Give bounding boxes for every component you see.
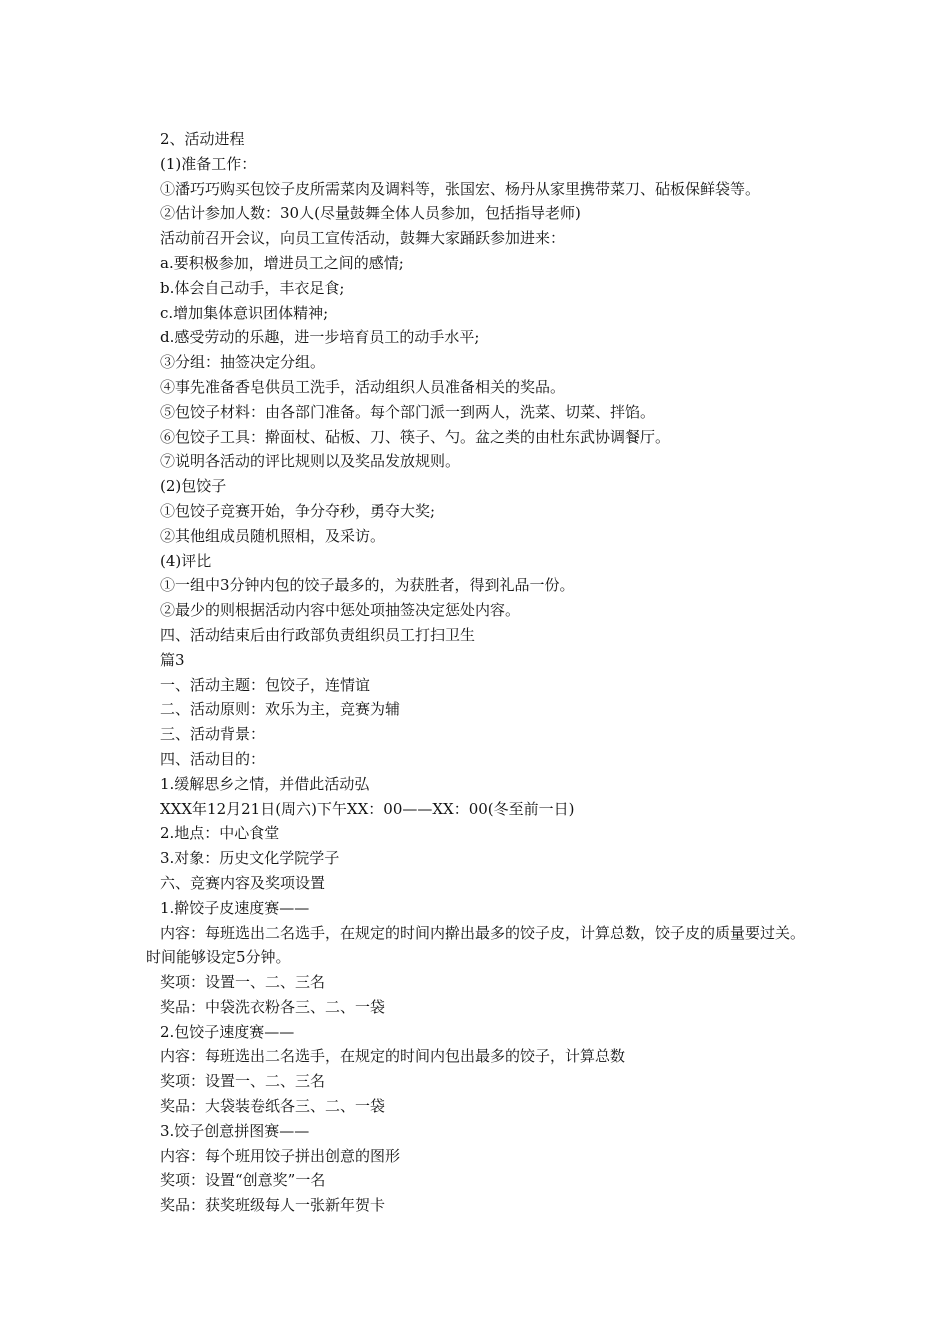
text-line: 3.对象：历史文化学院学子 bbox=[160, 849, 340, 868]
text-line: b.体会自己动手，丰衣足食; bbox=[160, 278, 345, 297]
text-line: (1)准备工作： bbox=[160, 154, 257, 173]
text-line: ①一组中3分钟内包的饺子最多的，为获胜者，得到礼品一份。 bbox=[160, 576, 575, 595]
text-line: (4)评比 bbox=[160, 551, 212, 570]
text-line: 奖项：设置“创意奖”一名 bbox=[160, 1171, 326, 1190]
text-line: 四、活动目的： bbox=[160, 749, 266, 768]
text-line: 奖品：中袋洗衣粉各三、二、一袋 bbox=[160, 997, 386, 1016]
text-line: 四、活动结束后由行政部负责组织员工打扫卫生 bbox=[160, 625, 476, 644]
text-line: ①潘巧巧购买包饺子皮所需菜肉及调料等，张国宏、杨丹从家里携带菜刀、砧板保鲜袋等。 bbox=[160, 179, 761, 198]
text-line: a.要积极参加，增进员工之间的感情; bbox=[160, 253, 404, 272]
text-line: 2、活动进程 bbox=[160, 130, 245, 148]
text-line: 奖品：获奖班级每人一张新年贺卡 bbox=[160, 1196, 386, 1215]
text-line: 2.地点：中心食堂 bbox=[160, 824, 280, 843]
text-line: ②估计参加人数：30人(尽量鼓舞全体人员参加，包括指导老师) bbox=[160, 204, 581, 223]
text-line: 1.缓解思乡之情，并借此活动弘 bbox=[160, 774, 370, 793]
text-line: c.增加集体意识团体精神; bbox=[160, 303, 329, 322]
text-line: d.感受劳动的乐趣，进一步培育员工的动手水平; bbox=[160, 328, 480, 347]
text-line: (2)包饺子 bbox=[160, 477, 227, 496]
text-line: 1.擀饺子皮速度赛—— bbox=[160, 898, 310, 917]
text-line: ⑤包饺子材料：由各部门准备。每个部门派一到两人，洗菜、切菜、拌馅。 bbox=[160, 402, 656, 421]
text-line: ⑦说明各活动的评比规则以及奖品发放规则。 bbox=[160, 452, 461, 471]
text-line: ②最少的则根据活动内容中惩处项抽签决定惩处内容。 bbox=[160, 601, 521, 620]
text-line: ④事先准备香皂供员工洗手，活动组织人员准备相关的奖品。 bbox=[160, 377, 566, 396]
text-line: 奖项：设置一、二、三名 bbox=[160, 973, 326, 992]
text-line: ①包饺子竞赛开始，争分夺秒，勇夺大奖; bbox=[160, 501, 436, 520]
text-line: 三、活动背景： bbox=[160, 725, 266, 744]
text-line: ③分组：抽签决定分组。 bbox=[160, 353, 326, 372]
text-line: 奖项：设置一、二、三名 bbox=[160, 1072, 326, 1091]
text-line: 奖品：大袋装卷纸各三、二、一袋 bbox=[160, 1097, 386, 1116]
text-line: 3.饺子创意拼图赛—— bbox=[160, 1121, 310, 1140]
text-line: 一、活动主题：包饺子，连情谊 bbox=[160, 675, 371, 694]
text-line: 活动前召开会议，向员工宣传活动，鼓舞大家踊跃参加进来： bbox=[160, 229, 566, 248]
text-paragraph: 内容：每班选出二名选手，在规定的时间内擀出最多的饺子皮，计算总数，饺子皮的质量要过关。时间能够设定5分钟。 bbox=[146, 923, 806, 967]
text-line: XXX年12月21日(周六)下午XX：00——XX：00(冬至前一日) bbox=[160, 799, 575, 818]
text-line: 内容：每个班用饺子拼出创意的图形 bbox=[160, 1146, 401, 1165]
text-line: 篇3 bbox=[160, 650, 185, 669]
text-line: ②其他组成员随机照相，及采访。 bbox=[160, 526, 386, 545]
text-line: 2.包饺子速度赛—— bbox=[160, 1022, 295, 1041]
text-line: 内容：每班选出二名选手，在规定的时间内包出最多的饺子，计算总数 bbox=[160, 1047, 626, 1066]
text-line: 六、竞赛内容及奖项设置 bbox=[160, 873, 326, 892]
document-body bbox=[146, 127, 816, 1218]
text-line: ⑥包饺子工具：擀面杖、砧板、刀、筷子、勺。盆之类的由杜东武协调餐厅。 bbox=[160, 427, 671, 446]
text-line: 二、活动原则：欢乐为主，竞赛为辅 bbox=[160, 700, 401, 719]
